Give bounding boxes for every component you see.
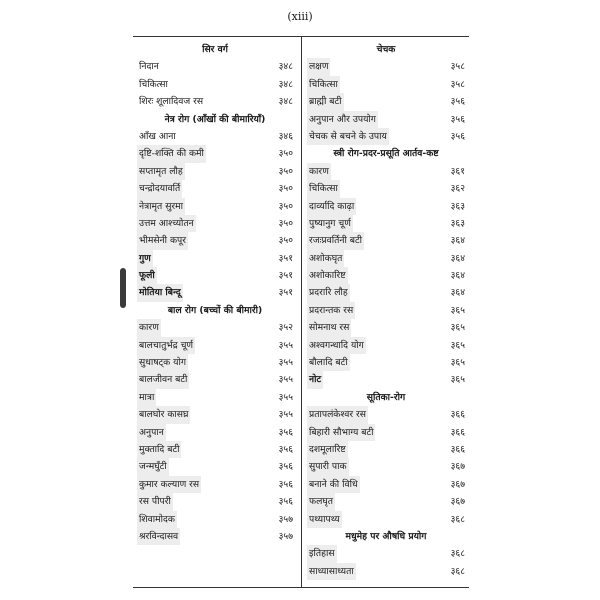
entry-title: अनुपान [137, 424, 166, 441]
entry-title: मात्रा [137, 389, 156, 406]
entry-title: प्रदरान्तक रस [307, 302, 355, 319]
entry-page-number: ३६७ [450, 496, 465, 508]
toc-entry [305, 163, 467, 180]
entry-title: बौलादि बटी [307, 354, 350, 371]
entry-title: प्रदरारि लौह [307, 284, 350, 301]
entry-title: साध्यासाध्यता [307, 563, 356, 580]
entry-title: नेत्रामृत सुरमा [137, 198, 185, 215]
entry-title: दृष्टि-शक्ति की कमी [137, 145, 206, 162]
entry-page-number: ३५० [278, 200, 293, 212]
toc-entry [305, 58, 467, 75]
toc-entry [135, 128, 295, 145]
toc-entry [305, 319, 467, 336]
entry-page-number: ३६४ [450, 270, 465, 282]
entry-title: बनाने की विधि [307, 476, 360, 493]
toc-entry [305, 406, 467, 423]
entry-page-number: ३४८ [278, 96, 293, 108]
toc-entry [135, 198, 295, 215]
toc-entry [305, 424, 467, 441]
toc-entry [135, 389, 295, 406]
entry-page-number: ३६५ [450, 374, 465, 386]
toc-entry [305, 232, 467, 249]
entry-page-number: ३५० [278, 148, 293, 160]
entry-title: कारण [307, 163, 331, 180]
toc-entry [305, 250, 467, 267]
toc-entry [135, 354, 295, 371]
toc-entry [135, 476, 295, 493]
entry-page-number: ३४८ [278, 78, 293, 90]
toc-entry [135, 424, 295, 441]
toc-entry [135, 145, 295, 162]
entry-title: मोतिया बिन्दू [137, 284, 183, 301]
entry-page-number: ३५७ [278, 513, 293, 525]
toc-entry [135, 232, 295, 249]
entry-title: बालघोर कासघ्र [137, 406, 190, 423]
entry-title: दशमूलारिष्ट [307, 441, 348, 458]
toc-entry [305, 267, 467, 284]
section-heading: मधुमेह पर औषधि प्रयोग [345, 530, 427, 542]
toc-entry [135, 163, 295, 180]
section-heading: नेत्र रोग (आँखों की बीमारियाँ) [164, 113, 266, 125]
entry-title: सप्तामृत लौह [137, 163, 185, 180]
toc-entry [305, 545, 467, 562]
entry-title: सुधाषट्क योग [137, 354, 188, 371]
entry-page-number: ३५५ [278, 374, 293, 386]
entry-page-number: ३५६ [278, 496, 293, 508]
toc-entry [135, 215, 295, 232]
toc-entry [305, 128, 467, 145]
entry-title: फूली [137, 267, 157, 284]
section-heading: सिर वर्ग [202, 44, 228, 55]
toc-entry [135, 441, 295, 458]
entry-title: कुमार कल्याण रस [137, 476, 201, 493]
toc-entry [135, 180, 295, 197]
entry-page-number: ३६५ [450, 339, 465, 351]
entry-page-number: ३५१ [278, 270, 293, 282]
entry-page-number: ३६३ [450, 217, 465, 229]
toc-entry [305, 563, 467, 580]
toc-entry [135, 528, 295, 545]
toc-entry [305, 76, 467, 93]
toc-entry [135, 58, 295, 75]
entry-title: प्रतापलंकेश्वर रस [307, 406, 368, 423]
entry-title: शिरः शूलादिवज रस [139, 96, 204, 108]
entry-page-number: ३६६ [450, 426, 465, 438]
entry-page-number: ३४६ [278, 130, 293, 142]
entry-title: श्ररविन्दासव [137, 528, 180, 545]
toc-entry [305, 337, 467, 354]
toc-entry [135, 93, 295, 110]
toc-entry [135, 406, 295, 423]
entry-title: पुष्यानुग चूर्ण [307, 215, 353, 232]
section-heading: चेचक [376, 44, 396, 55]
entry-page-number: ३६६ [450, 443, 465, 455]
entry-page-number: ३५० [278, 235, 293, 247]
toc-entry [135, 511, 295, 528]
entry-title: आँख आना [139, 130, 176, 142]
entry-page-number: ३६७ [450, 478, 465, 490]
entry-title: बालचातुर्भद्र चूर्ण [137, 337, 195, 354]
toc-entry [135, 371, 295, 388]
entry-page-number: ३६८ [450, 565, 465, 577]
right-column [305, 41, 467, 580]
entry-page-number: ३५० [278, 183, 293, 195]
entry-title: सोमनाथ रस [307, 319, 351, 336]
entry-page-number: ३५८ [450, 78, 465, 90]
entry-page-number: ३५५ [278, 357, 293, 369]
entry-page-number: ३६२ [450, 183, 465, 195]
entry-page-number: ३५५ [278, 391, 293, 403]
entry-title: चिकित्सा [139, 78, 168, 90]
entry-title: रजःप्रवर्तिनी बटी [307, 232, 364, 249]
entry-title: गुण [137, 250, 153, 267]
section-heading: बाल रोग (बच्चों की बीमारी) [167, 304, 263, 316]
entry-page-number: ३५१ [278, 287, 293, 299]
entry-title: कारण [137, 319, 161, 336]
entry-title: फलघृत [307, 493, 335, 510]
entry-title: रस पीपरी [137, 493, 173, 510]
entry-page-number: ३६३ [450, 200, 465, 212]
toc-entry [305, 93, 467, 110]
entry-page-number: ३५६ [450, 130, 465, 142]
entry-title: मुक्तादि बटी [137, 441, 181, 458]
toc-entry [305, 198, 467, 215]
toc-entry [305, 215, 467, 232]
entry-title: अश्वगन्धादि योग [307, 337, 366, 354]
entry-title: जन्मघुँटी [137, 458, 169, 475]
entry-page-number: ३६५ [450, 357, 465, 369]
entry-page-number: ३६८ [450, 513, 465, 525]
entry-page-number: ३६६ [450, 409, 465, 421]
entry-title: चेचक से बचने के उपाय [307, 128, 389, 145]
entry-title: पथ्यापथ्य [307, 511, 342, 528]
entry-page-number: ३५६ [278, 443, 293, 455]
entry-page-number: ३६७ [450, 461, 465, 473]
entry-title: चिकित्सा [307, 180, 340, 197]
section-heading: स्त्री रोग-प्रदर-प्रसूति आर्तव-कष्ट [333, 148, 439, 160]
toc-entry [135, 458, 295, 475]
entry-page-number: ३५२ [278, 322, 293, 334]
entry-page-number: ३५५ [278, 409, 293, 421]
entry-title: चन्द्रोदयावर्ति [137, 180, 182, 197]
entry-page-number: ३६४ [450, 235, 465, 247]
toc-entry [305, 441, 467, 458]
entry-title: लक्षण [307, 58, 330, 75]
entry-page-number: ३५६ [278, 461, 293, 473]
entry-page-number: ३५६ [450, 113, 465, 125]
entry-page-number: ३५५ [278, 339, 293, 351]
entry-page-number: ३४८ [278, 61, 293, 73]
entry-page-number: ३५७ [278, 530, 293, 542]
entry-title: शिवामोदक [137, 511, 177, 528]
toc-entry [305, 476, 467, 493]
entry-page-number: ३५८ [450, 61, 465, 73]
section-heading: सूतिका-रोग [366, 391, 406, 403]
toc-entry [305, 371, 467, 388]
left-column [135, 41, 295, 545]
toc-entry [305, 354, 467, 371]
entry-title: अशोकघृत [307, 250, 344, 267]
toc-entry [305, 302, 467, 319]
entry-title: इतिहास [307, 545, 337, 562]
toc-entry [305, 180, 467, 197]
entry-page-number: ३५० [278, 217, 293, 229]
entry-title: भीमसेनी कपूर [137, 232, 188, 249]
entry-title: अनुपान और उपयोग [307, 111, 378, 128]
column-divider [301, 37, 302, 587]
toc-entry [135, 493, 295, 510]
entry-page-number: ३६४ [450, 252, 465, 264]
binding-mark [120, 268, 126, 308]
entry-title: ब्राह्मी बटी [307, 93, 344, 110]
entry-title: अशोकारिष्ट [307, 267, 348, 284]
page-number: (xiii) [287, 10, 313, 23]
toc-entry [305, 511, 467, 528]
entry-title: चिकित्सा [307, 76, 340, 93]
entry-title: सुपारी पाक [307, 458, 349, 475]
toc-entry [135, 319, 295, 336]
entry-title: बालजीवन बटी [137, 371, 189, 388]
entry-page-number: ३६५ [450, 322, 465, 334]
entry-page-number: ३५६ [278, 426, 293, 438]
entry-page-number: ३५० [278, 165, 293, 177]
entry-page-number: ३६४ [450, 287, 465, 299]
entry-page-number: ३५६ [278, 478, 293, 490]
toc-entry [135, 337, 295, 354]
toc-entry [135, 76, 295, 93]
entry-page-number: ३६५ [450, 304, 465, 316]
toc-entry [135, 250, 295, 267]
entry-page-number: ३५६ [450, 96, 465, 108]
entry-title: बिहारी सौभाग्य बटी [307, 424, 375, 441]
entry-page-number: ३५१ [278, 252, 293, 264]
toc-entry [135, 267, 295, 284]
toc-entry [305, 493, 467, 510]
entry-title: निदान [139, 61, 159, 73]
toc-entry [135, 284, 295, 301]
entry-title: उत्तम आश्च्योतन [137, 215, 196, 232]
toc-entry [305, 458, 467, 475]
entry-title: दार्व्यादि काढ़ा [307, 198, 356, 215]
toc-entry [305, 284, 467, 301]
entry-page-number: ३६१ [450, 165, 465, 177]
table-of-contents [133, 36, 469, 588]
entry-title: नोट [307, 371, 323, 388]
entry-page-number: ३६८ [450, 548, 465, 560]
toc-entry [305, 111, 467, 128]
